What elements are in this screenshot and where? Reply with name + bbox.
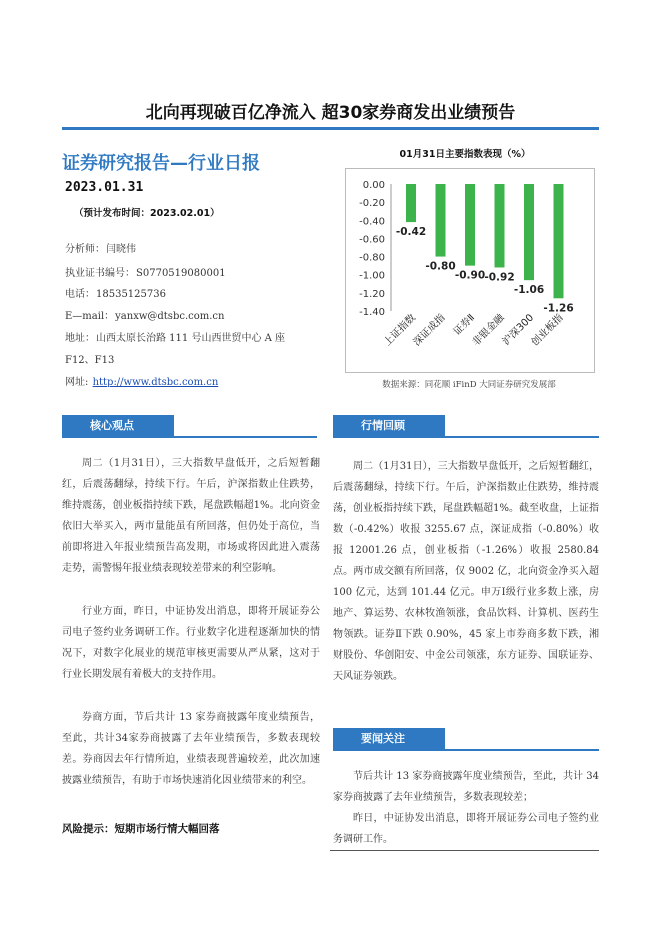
address-label: 地址：	[65, 333, 95, 344]
chart-source: 数据来源：同花顺 iFinD 大同证券研究发展部	[382, 380, 556, 390]
risk-warning: 风险提示：短期市场行情大幅回落	[62, 823, 220, 835]
website-label: 网址:	[65, 377, 92, 388]
bar-0	[406, 184, 416, 222]
report-title: 北向再现破百亿净流入 超30家券商发出业绩预告	[145, 103, 516, 123]
section-news-underline	[333, 749, 599, 751]
analyst-name: 闫晓伟	[106, 244, 136, 255]
bottom-divider	[330, 850, 599, 851]
bar-value-label-5: -1.26	[543, 302, 574, 315]
section-core-header	[62, 415, 317, 437]
section-news-header	[333, 728, 599, 750]
section-core-underline	[62, 436, 317, 438]
section-market-underline	[333, 436, 599, 438]
website-row	[65, 373, 218, 388]
section-market-header	[333, 415, 599, 437]
x-category-label-0: 上证指数	[382, 312, 419, 349]
bar-value-label-0: -0.42	[395, 226, 427, 239]
release-time: （预计发布时间：2023.02.01）	[74, 208, 220, 219]
bar-3	[495, 184, 505, 267]
y-tick-label-3: -0.60	[359, 234, 385, 246]
bar-5	[554, 184, 564, 298]
phone-label: 电话：	[65, 289, 95, 300]
address-row	[65, 329, 285, 344]
bar-4	[524, 184, 534, 280]
x-category-label-5: 创业板指	[529, 312, 566, 349]
section-news-title: 要闻关注	[333, 728, 445, 750]
core-paragraph-2: 行业方面，昨日，中证协发出消息，即将开展证券公司电子签约业务调研工作。行业数字化进程逐渐加快的情况下，对数字化展业的规范审核更需要从严从紧，这对于行业长期发展有着极大的支持作用。	[62, 606, 320, 680]
y-tick-label-6: -1.20	[359, 288, 385, 300]
bar-1	[436, 184, 446, 257]
y-tick-label-4: -0.80	[359, 252, 385, 264]
title-divider	[62, 127, 599, 130]
market-paragraph: 周二（1月31日），三大指数早盘低开，之后短暂翻红，后震荡翻绿，持续下行。午后，沪深指数止住跌势，维持震荡，创业板指持续下跌，尾盘跌幅超1%。截至收盘，上证指数（-0.42%）收报 3255.67 点，深证成指（-0.80%）收报 12001.26 点，创业板指（-1.26%）收报 2580.84 点。两市成交额有所回落，仅 9002 亿，北向资金净买入超 100 亿元，达到 101.44 亿元。申万Ⅰ级行业多数上涨，房地产、算运势、农林牧渔领涨，食品饮料、计算机、医药生物领跌。证券Ⅱ下跌 0.90%，45 家上市券商多数下跌，湘财股份、华创阳安、中金公司领涨，东方证券、国联证券、天风证券领跌。	[333, 461, 599, 682]
y-tick-label-7: -1.40	[359, 307, 385, 318]
cert-number: S0770519080001	[136, 268, 226, 279]
y-tick-label-1: -0.20	[359, 198, 385, 210]
analyst-name-row	[65, 240, 136, 255]
chart-title: 01月31日主要指数表现（%）	[399, 149, 531, 160]
report-date: 2023.01.31	[65, 180, 144, 195]
news-paragraph-2: 昨日，中证协发出消息，即将开展证券公司电子签约业务调研工作。	[333, 813, 599, 845]
section-market-title: 行情回顾	[333, 415, 445, 437]
bar-value-label-1: -0.80	[425, 260, 456, 273]
bar-value-label-4: -1.06	[513, 284, 545, 297]
address-line2: F12、F13	[65, 355, 115, 366]
website-link[interactable]: http://www.dtsbc.com.cn	[92, 377, 219, 388]
x-category-label-1: 深证成指	[411, 312, 448, 349]
news-paragraph-1: 节后共计 13 家券商披露年度业绩预告，至此，共计 34 家券商披露了去年业绩预告，多数表现较差；	[333, 771, 599, 803]
analyst-name-label: 分析师：	[65, 244, 105, 255]
report-type: 证券研究报告—行业日报	[62, 153, 260, 174]
y-tick-label-2: -0.40	[359, 216, 385, 228]
email-address[interactable]: yanxw@dtsbc.com.cn	[115, 311, 225, 322]
address-line1: 山西太原长治路 111 号山西世贸中心 A 座	[96, 333, 286, 344]
phone-row	[65, 285, 166, 300]
email-row	[65, 307, 224, 322]
bar-value-label-2: -0.90	[454, 269, 486, 282]
x-category-label-4: 沪深300	[500, 312, 537, 348]
index-performance-chart	[345, 168, 595, 373]
address-row-2	[65, 351, 114, 366]
section-core-title: 核心观点	[62, 415, 174, 437]
bar-value-label-3: -0.92	[484, 271, 515, 284]
bar-2	[465, 184, 475, 266]
y-tick-label-0: 0.00	[362, 180, 385, 191]
x-category-label-3: 非银金融	[470, 312, 507, 349]
cert-row	[65, 264, 226, 279]
y-tick-label-5: -1.00	[359, 270, 385, 282]
email-label: E—mail：	[65, 311, 115, 322]
core-paragraph-3: 券商方面，节后共计 13 家券商披露年度业绩预告，至此，共计34家券商披露了去年业绩预告，多数表现较差。券商因去年行情所迫，业绩表现普遍较差，此次加速披露业绩预告，有助于市场快速消化因业绩带来的利空。	[62, 712, 320, 786]
x-category-label-2: 证券Ⅱ	[451, 312, 478, 338]
cert-label: 执业证书编号：	[65, 268, 135, 279]
phone-number: 18535125736	[96, 289, 166, 300]
core-paragraph-1: 周二（1月31日），三大指数早盘低开，之后短暂翻红，后震荡翻绿，持续下行。午后，沪深指数止住跌势，维持震荡，创业板指持续下跌，尾盘跌幅超1%。北向资金依旧大举买入，两市量能虽有所回落，但仍处于高位，当前即将进入年报业绩预告高发期，市场或将因此进入震荡走势，需警惕年报业绩表现较差带来的利空影响。	[62, 458, 320, 574]
